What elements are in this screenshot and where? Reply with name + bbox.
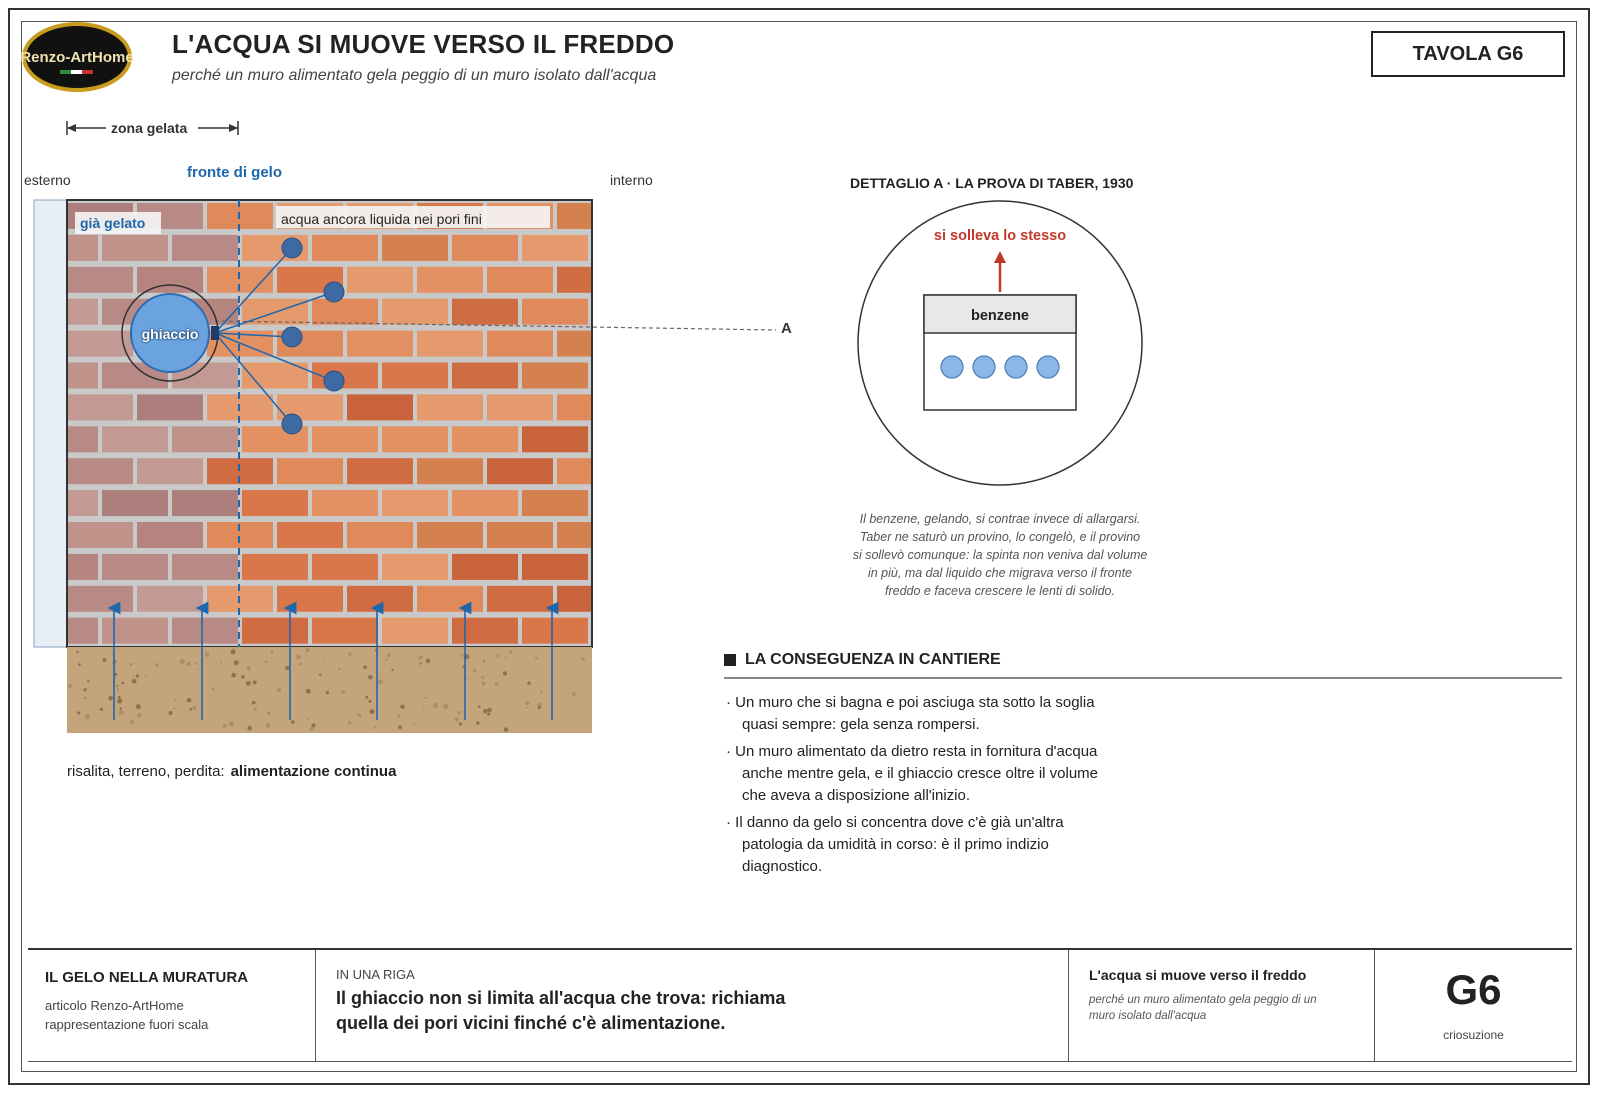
esterno-label: esterno: [24, 172, 71, 188]
soil-speck: [419, 662, 421, 664]
soil-speck: [174, 699, 176, 701]
brick: [137, 522, 203, 548]
soil-speck: [526, 707, 528, 709]
soil-speck: [391, 669, 393, 671]
brick: [522, 426, 588, 452]
soil-speck: [582, 658, 585, 661]
soil-speck: [187, 698, 192, 703]
brick: [172, 426, 238, 452]
soil-speck: [77, 711, 80, 714]
brick: [557, 394, 623, 420]
soil-speck: [180, 659, 185, 664]
brick: [452, 554, 518, 580]
soil-speck: [165, 710, 167, 712]
soil-speck: [223, 724, 227, 728]
riga-label: IN UNA RIGA: [336, 967, 415, 982]
taber-caption: [830, 510, 1170, 600]
brick: [522, 490, 588, 516]
soil-speck: [426, 658, 431, 663]
soil-speck: [168, 711, 172, 715]
soil-speck: [253, 708, 256, 711]
soil-speck: [192, 706, 196, 710]
sheet-category: criosuzione: [1443, 1028, 1504, 1042]
soil-speck: [247, 726, 252, 731]
soil-speck: [538, 706, 541, 709]
brick: [592, 490, 658, 516]
soil-speck: [247, 666, 251, 670]
caption-line: in più, ma dal liquido che migrava verso il fronte: [867, 566, 1133, 580]
brick: [417, 586, 483, 612]
brick: [452, 363, 518, 389]
brick: [627, 586, 693, 612]
brick: [172, 618, 238, 644]
soil-speck: [145, 675, 147, 677]
soil-speck: [220, 661, 222, 663]
soil-speck: [311, 723, 315, 727]
brick: [242, 618, 308, 644]
soil-speck: [483, 660, 485, 662]
soil-speck: [378, 679, 383, 684]
soil-speck: [108, 696, 113, 701]
soil-speck: [285, 666, 289, 670]
brick: [0, 426, 28, 452]
brick: [592, 363, 658, 389]
detail-title: DETTAGLIO A · LA PROVA DI TABER, 1930: [850, 175, 1134, 191]
soil-speck: [397, 715, 400, 718]
soil-speck: [387, 653, 391, 657]
soil-speck: [509, 651, 513, 655]
brick: [487, 522, 553, 548]
soil-speck: [433, 703, 438, 708]
list-item-line: · Un muro alimentato da dietro resta in fornitura d'acqua: [726, 743, 1098, 760]
soil-speck: [525, 701, 529, 705]
brick: [0, 235, 28, 261]
soil-speck: [234, 660, 239, 665]
page-subtitle: perché un muro alimentato gela peggio di un muro isolato dall'acqua: [172, 67, 657, 84]
detail-a-marker: A: [781, 320, 792, 337]
brick: [242, 554, 308, 580]
soil-speck: [400, 704, 404, 708]
list-item: [726, 692, 1098, 736]
soil-speck: [308, 718, 310, 720]
brick: [382, 554, 448, 580]
brick: [417, 267, 483, 293]
title-block: [28, 948, 1572, 1062]
brick: [67, 458, 133, 484]
soil-speck: [173, 707, 175, 709]
brick: [67, 394, 133, 420]
soil-speck: [425, 663, 427, 665]
soil-speck: [540, 691, 542, 693]
brick: [277, 458, 343, 484]
alimentazione-caption: [67, 763, 396, 780]
soil-speck: [119, 707, 122, 710]
soil-speck: [187, 662, 191, 666]
brick: [557, 522, 623, 548]
riga-text: [336, 986, 785, 1036]
interno-label: interno: [610, 172, 653, 188]
soil-speck: [76, 651, 78, 653]
brick: [0, 618, 28, 644]
soil-speck: [505, 656, 507, 658]
soil-speck: [78, 663, 81, 666]
sheet-sub-line: muro isolato dall'acqua: [1089, 1010, 1207, 1022]
brick: [277, 586, 343, 612]
brick: [627, 331, 693, 357]
gia-gelato-label: già gelato: [80, 215, 146, 231]
soil-speck: [136, 674, 139, 677]
series-subtitle: [45, 996, 208, 1034]
brick: [172, 554, 238, 580]
zona-gelata-label: zona gelata: [111, 120, 188, 136]
soil-speck: [306, 689, 311, 694]
soil-speck: [418, 656, 422, 660]
brick: [487, 331, 553, 357]
code-cell: [1375, 950, 1572, 1062]
brick: [487, 586, 553, 612]
brick: [347, 522, 413, 548]
sheet-badge: TAVOLA G6: [1371, 31, 1565, 77]
solleva-label: si solleva lo stesso: [933, 228, 1067, 244]
brick: [347, 458, 413, 484]
soil-speck: [117, 698, 122, 703]
soil-speck: [299, 662, 302, 665]
soil-speck: [132, 675, 134, 677]
soil-speck: [422, 706, 424, 708]
section-divider: [724, 677, 1562, 679]
brick: [137, 586, 203, 612]
list-item-line: che aveva a disposizione all'inizio.: [742, 787, 970, 804]
brick: [67, 267, 133, 293]
soil-speck: [358, 713, 362, 717]
series-title: IL GELO NELLA MURATURA: [45, 969, 249, 986]
brick: [102, 426, 168, 452]
brick: [627, 458, 693, 484]
soil-speck: [155, 663, 158, 666]
soil-speck: [496, 654, 499, 657]
brick: [137, 458, 203, 484]
soil-speck: [487, 713, 490, 716]
brick: [452, 490, 518, 516]
ghiaccio-label: ghiaccio: [141, 326, 199, 342]
brick: [102, 554, 168, 580]
brick: [557, 331, 623, 357]
brick: [0, 554, 28, 580]
soil-speck: [483, 709, 487, 713]
caption-line: freddo e faceva crescere le lenti di solido.: [885, 584, 1115, 598]
brick: [557, 267, 623, 293]
brick: [592, 299, 658, 325]
soil-speck: [455, 718, 459, 722]
soil-speck: [100, 708, 103, 711]
soil-speck: [268, 712, 270, 714]
soil-speck: [85, 714, 90, 719]
soil-speck: [231, 649, 236, 654]
soil-speck: [306, 648, 310, 652]
soil-speck: [478, 705, 481, 708]
brick: [382, 618, 448, 644]
caption-line: si sollevò comunque: la spinta non veniva dal volume: [852, 548, 1148, 562]
soil-speck: [271, 652, 273, 654]
brick: [242, 490, 308, 516]
brick: [522, 554, 588, 580]
brick: [0, 650, 63, 676]
soil-speck: [368, 675, 373, 680]
soil-speck: [137, 713, 141, 717]
brick: [312, 618, 378, 644]
soil-speck: [476, 721, 480, 725]
brick: [417, 522, 483, 548]
brick: [522, 618, 588, 644]
brick: [277, 522, 343, 548]
list-item: [726, 812, 1098, 878]
sheet-title: L'acqua si muove verso il freddo: [1089, 967, 1307, 983]
soil-speck: [413, 723, 415, 725]
logo-text: Renzo-ArtHome: [20, 49, 134, 66]
brick: [382, 235, 448, 261]
soil-speck: [503, 671, 507, 675]
brick: [312, 299, 378, 325]
brick: [452, 235, 518, 261]
series-sub-line: articolo Renzo-ArtHome: [45, 998, 184, 1013]
soil-speck: [132, 679, 137, 684]
soil-speck: [369, 709, 374, 714]
brick: [557, 586, 623, 612]
soil-speck: [229, 721, 234, 726]
soil-speck: [246, 681, 251, 686]
soil-speck: [195, 662, 197, 664]
acqua-liquida-label: acqua ancora liquida nei pori fini: [281, 211, 482, 227]
sheet-subtitle: [1089, 992, 1317, 1024]
list-item-line: anche mentre gela, e il ghiaccio cresce oltre il volume: [742, 765, 1099, 782]
brick: [312, 554, 378, 580]
soil-speck: [68, 684, 72, 688]
sheet-cell: [1069, 950, 1374, 1062]
benzene-label: benzene: [970, 308, 1029, 324]
brick: [312, 235, 378, 261]
soil-speck: [116, 684, 119, 687]
soil-speck: [253, 680, 257, 684]
soil-speck: [87, 680, 89, 682]
soil-speck: [385, 658, 388, 661]
page-title: L'ACQUA SI MUOVE VERSO IL FREDDO: [172, 29, 675, 59]
alimentazione-bold: alimentazione continua: [230, 763, 397, 780]
soil-speck: [310, 727, 314, 731]
soil-speck: [121, 682, 124, 685]
soil-speck: [136, 704, 141, 709]
soil-speck: [211, 688, 214, 691]
brick: [67, 522, 133, 548]
soil-speck: [461, 654, 464, 657]
soil-speck: [189, 708, 192, 711]
soil-speck: [364, 722, 366, 724]
brick: [417, 458, 483, 484]
brick: [0, 490, 28, 516]
soil-speck: [83, 688, 86, 691]
soil-speck: [398, 725, 402, 729]
brick: [347, 394, 413, 420]
fronte-di-gelo-label: fronte di gelo: [187, 164, 282, 181]
brick: [592, 618, 658, 644]
soil-speck: [252, 701, 256, 705]
soil-speck: [572, 692, 576, 696]
riga-line: Il ghiaccio non si limita all'acqua che trova: richiama: [336, 988, 786, 1008]
soil-speck: [425, 697, 427, 699]
brick: [522, 235, 588, 261]
soil-speck: [102, 658, 106, 662]
soil-speck: [231, 673, 236, 678]
brick: [312, 490, 378, 516]
soil-speck: [264, 660, 267, 663]
soil-speck: [504, 727, 509, 732]
brick: [102, 235, 168, 261]
list-item-line: · Un muro che si bagna e poi asciuga sta sotto la soglia: [726, 694, 1095, 711]
series-cell: [28, 950, 315, 1062]
list-item-line: diagnostico.: [742, 858, 823, 875]
series-sub-line: rappresentazione fuori scala: [45, 1017, 209, 1032]
soil-speck: [535, 657, 538, 660]
brick: [347, 267, 413, 293]
brick: [312, 426, 378, 452]
soil-speck: [277, 688, 281, 692]
list-item: [726, 741, 1098, 807]
brick: [172, 235, 238, 261]
soil-speck: [459, 722, 462, 725]
soil-speck: [481, 676, 484, 679]
brick: [382, 299, 448, 325]
soil-speck: [443, 704, 448, 709]
soil-speck: [473, 669, 477, 673]
soil-speck: [363, 665, 367, 669]
soil-speck: [117, 689, 119, 691]
soil-speck: [348, 721, 352, 725]
soil-speck: [527, 682, 530, 685]
brick: [592, 554, 658, 580]
soil-speck: [119, 710, 124, 715]
soil-speck: [567, 719, 569, 721]
soil-speck: [482, 682, 486, 686]
sheet-sub-line: perché un muro alimentato gela peggio di un: [1089, 994, 1317, 1006]
soil-speck: [291, 720, 295, 724]
soil-speck: [324, 657, 326, 659]
soil-speck: [241, 675, 245, 679]
soil-speck: [115, 677, 117, 679]
brick: [382, 490, 448, 516]
list-item-line: patologia da umidità in corso: è il primo indizio: [742, 836, 1049, 853]
brick: [627, 394, 693, 420]
riga-line: quella dei pori vicini finché c'è alimentazione.: [336, 1013, 726, 1033]
brick: [557, 458, 623, 484]
brick: [487, 394, 553, 420]
brick: [592, 235, 658, 261]
brick: [452, 426, 518, 452]
brick: [557, 203, 623, 229]
soil-speck: [368, 700, 371, 703]
soil-speck: [129, 663, 132, 666]
soil-speck: [84, 696, 87, 699]
section-square-icon: [724, 654, 736, 666]
brick: [0, 299, 28, 325]
soil-speck: [296, 654, 301, 659]
brick: [102, 490, 168, 516]
alimentazione-prefix: risalita, terreno, perdita:: [67, 763, 225, 780]
brick: [347, 331, 413, 357]
brick: [522, 299, 588, 325]
brick: [172, 490, 238, 516]
soil-speck: [495, 682, 499, 686]
brick: [487, 267, 553, 293]
soil-speck: [118, 696, 121, 699]
soil-speck: [198, 669, 200, 671]
brick: [627, 267, 693, 293]
brick: [137, 394, 203, 420]
soil-speck: [326, 691, 330, 695]
brick: [0, 363, 28, 389]
brick: [67, 586, 133, 612]
caption-line: Il benzene, gelando, si contrae invece di allargarsi.: [859, 512, 1141, 526]
soil-speck: [266, 723, 270, 727]
soil-speck: [341, 690, 345, 694]
brick: [592, 426, 658, 452]
soil-speck: [457, 711, 460, 714]
caption-line: Taber ne saturò un provino, lo congelò, e il provino: [859, 530, 1141, 544]
brick: [102, 618, 168, 644]
brick: [382, 363, 448, 389]
brick: [627, 522, 693, 548]
soil-speck: [348, 653, 351, 656]
brick: [627, 650, 693, 676]
list-item-line: quasi sempre: gela senza rompersi.: [742, 716, 980, 733]
soil-speck: [319, 673, 321, 675]
brick: [487, 458, 553, 484]
soil-speck: [487, 708, 492, 713]
list-item-line: · Il danno da gelo si concentra dove c'è già un'altra: [726, 814, 1064, 831]
soil-speck: [205, 652, 209, 656]
brick: [452, 299, 518, 325]
soil-speck: [365, 696, 368, 699]
soil-speck: [373, 726, 376, 729]
sheet-code: G6: [1445, 966, 1502, 1013]
consequences-heading: LA CONSEGUENZA IN CANTIERE: [745, 651, 1001, 668]
riga-cell: [316, 950, 1068, 1062]
brick: [417, 331, 483, 357]
soil-speck: [338, 668, 340, 670]
soil-speck: [130, 720, 134, 724]
brick: [627, 203, 693, 229]
brick: [417, 394, 483, 420]
brick: [382, 426, 448, 452]
brick: [522, 363, 588, 389]
brick: [452, 618, 518, 644]
brick: [137, 267, 203, 293]
consequences-list: [726, 692, 1098, 883]
brick: [347, 586, 413, 612]
